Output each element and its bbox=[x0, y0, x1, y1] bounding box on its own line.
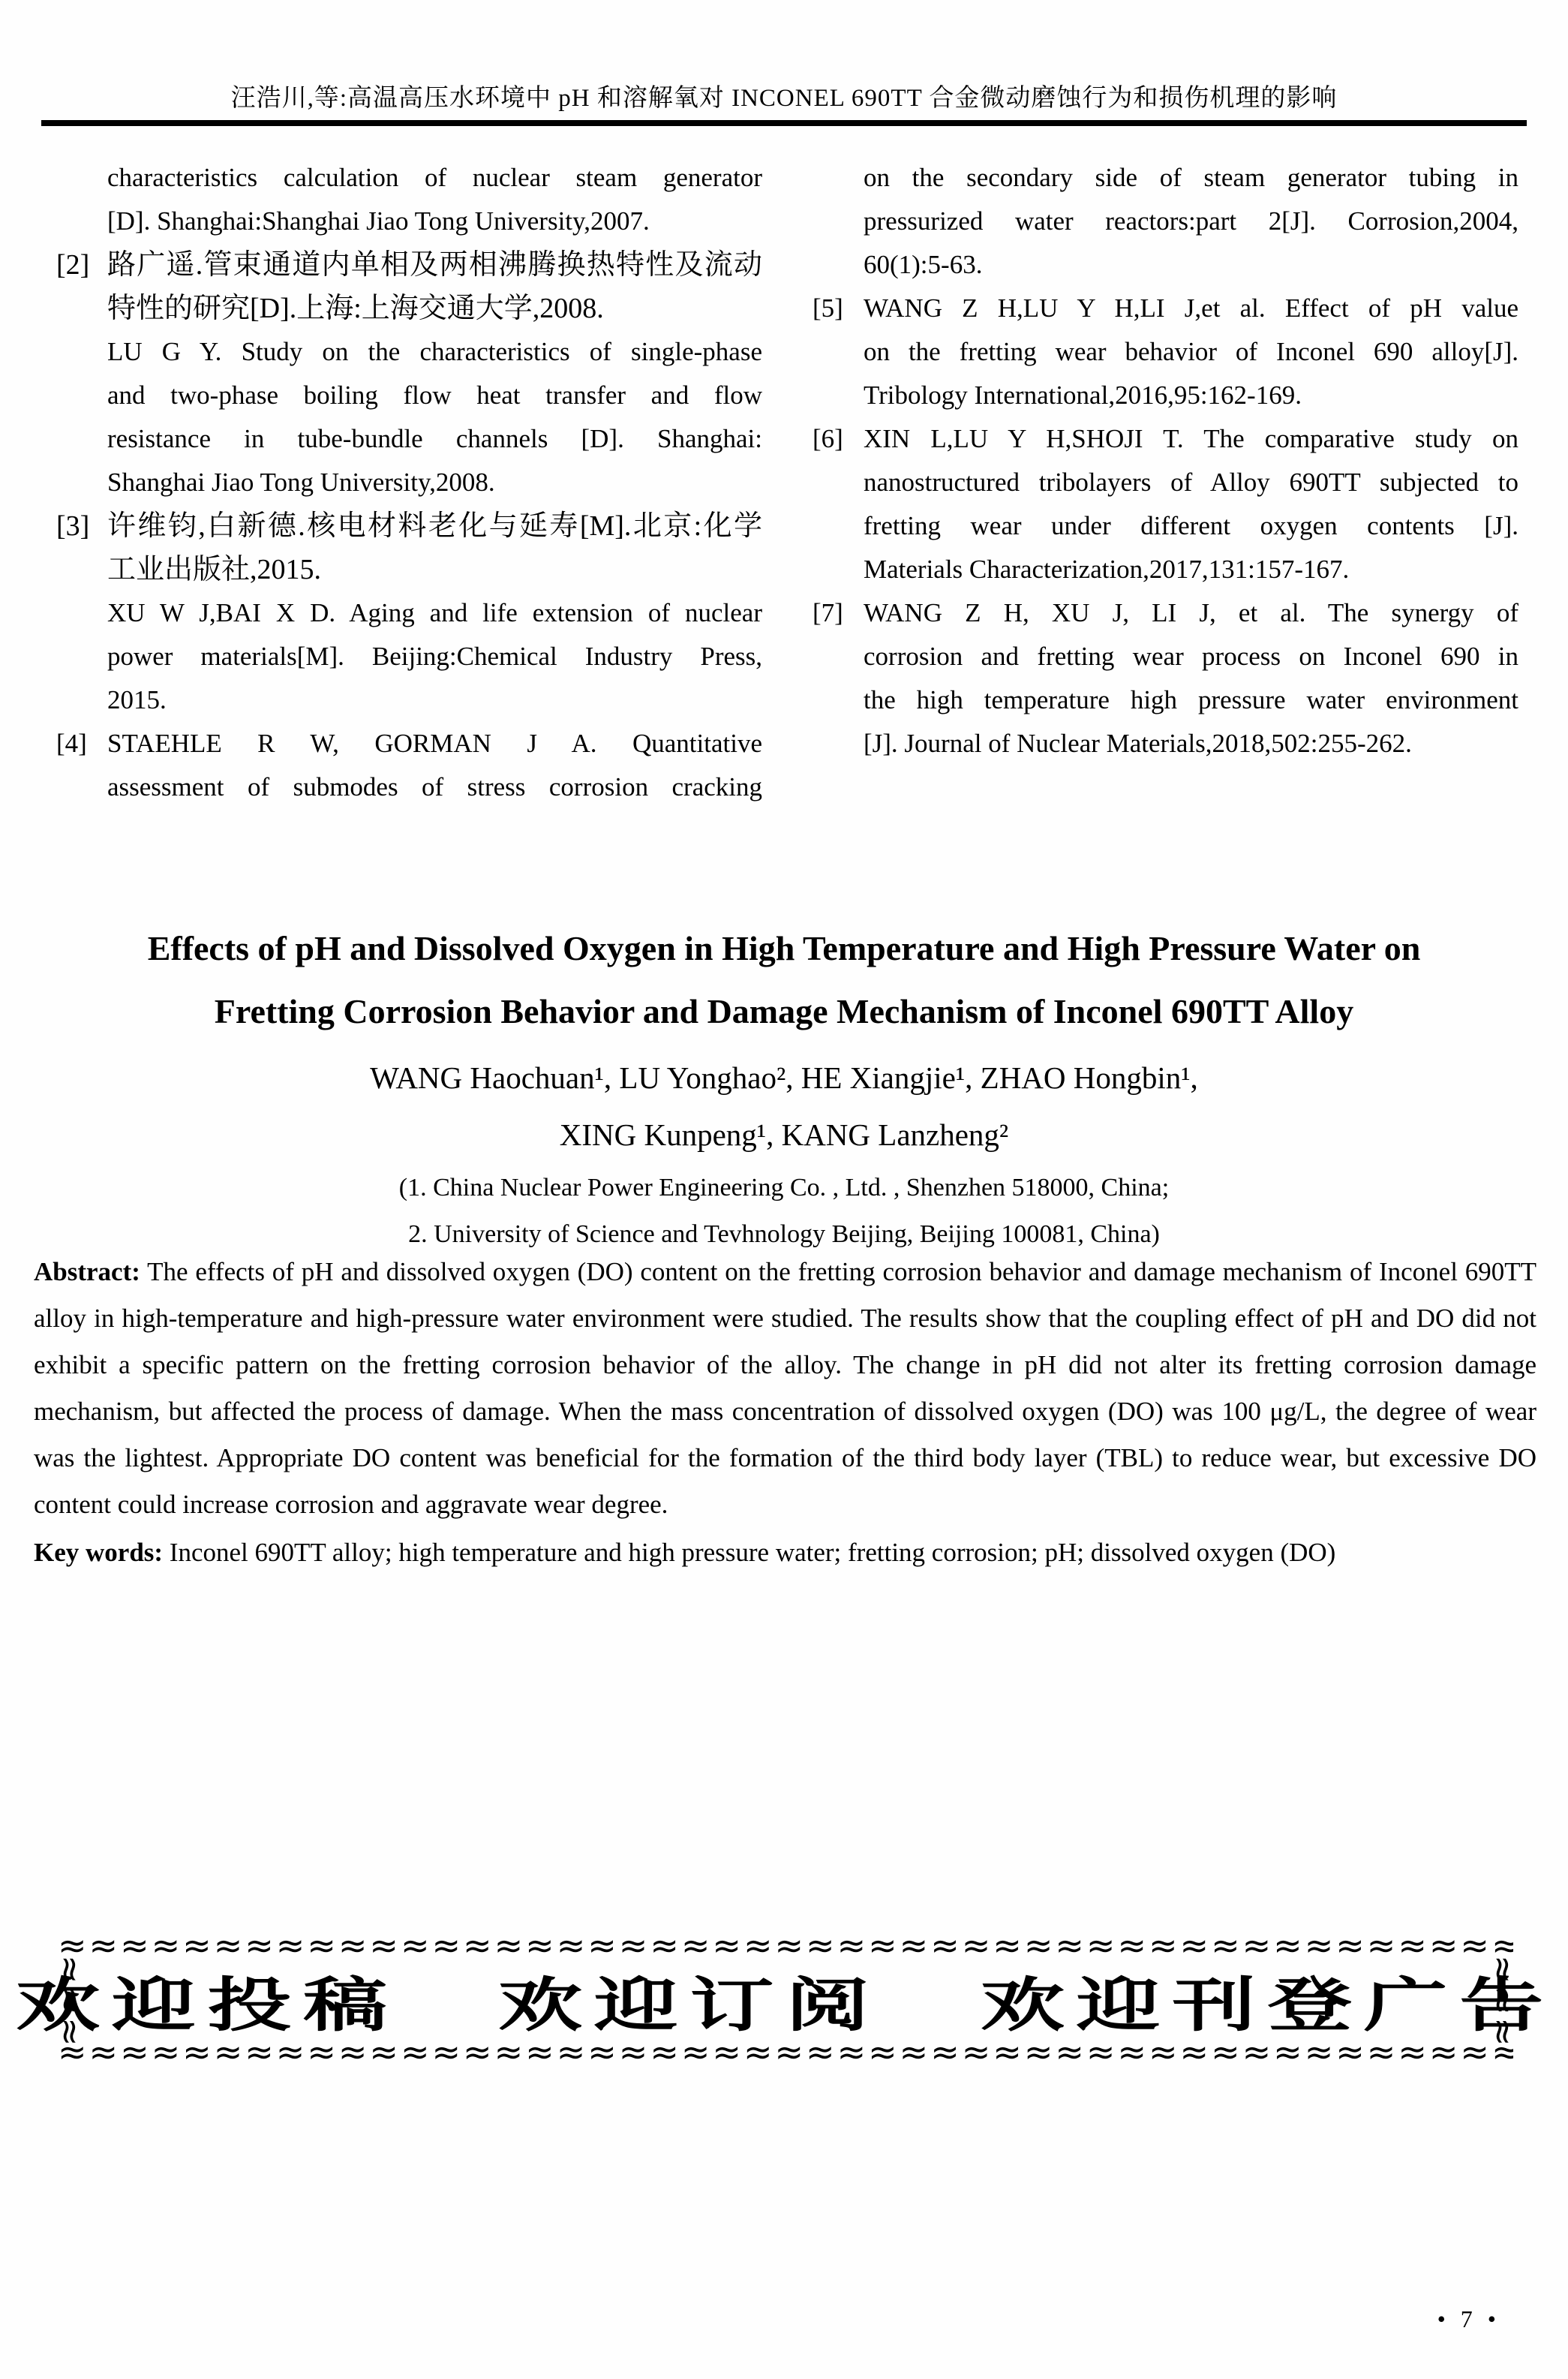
reference-text: assessment of submodes of stress corrosion cracking bbox=[107, 772, 762, 802]
authors bbox=[60, 1049, 1508, 1163]
references-section bbox=[56, 156, 1518, 809]
english-title bbox=[60, 917, 1508, 1043]
reference-text: and two-phase boiling flow heat transfer and flow bbox=[107, 380, 762, 410]
reference-number bbox=[56, 287, 107, 330]
reference-text: WANG Z H, XU J, LI J, et al. The synergy of bbox=[864, 598, 1518, 627]
reference-line bbox=[56, 548, 762, 591]
reference-line bbox=[813, 330, 1518, 374]
reference-line bbox=[56, 200, 762, 243]
reference-text: characteristics calculation of nuclear steam generator bbox=[107, 163, 762, 192]
reference-text: 路广遥.管束通道内单相及两相沸腾换热特性及流动 bbox=[107, 249, 762, 281]
abstract-paragraph bbox=[34, 1249, 1536, 1528]
affiliation-line1: (1. China Nuclear Power Engineering Co. , Ltd. , Shenzhen 518000, China; bbox=[398, 1174, 1170, 1202]
reference-number bbox=[813, 461, 864, 504]
reference-number bbox=[813, 243, 864, 287]
banner-phrase: 欢迎刊登广告 bbox=[980, 1973, 1555, 2038]
reference-line bbox=[813, 156, 1518, 200]
reference-line bbox=[813, 243, 1518, 287]
reference-text: [D]. Shanghai:Shanghai Jiao Tong University,2007. bbox=[107, 206, 650, 236]
reference-number bbox=[56, 591, 107, 635]
reference-text: STAEHLE R W, GORMAN J A. Quantitative bbox=[107, 729, 762, 758]
reference-line bbox=[813, 548, 1518, 591]
reference-number: [2] bbox=[56, 249, 90, 281]
reference-number: [7] bbox=[813, 598, 843, 627]
reference-text: resistance in tube-bundle channels [D]. Shanghai: bbox=[107, 424, 762, 453]
reference-text: power materials[M]. Beijing:Chemical Industry Press, bbox=[107, 642, 762, 671]
reference-text: 特性的研究[D].上海:上海交通大学,2008. bbox=[107, 293, 604, 324]
reference-text: pressurized water reactors:part 2[J]. Corrosion,2004, bbox=[864, 206, 1518, 236]
reference-text: 工业出版社,2015. bbox=[107, 554, 322, 585]
reference-number bbox=[813, 330, 864, 374]
banner-text bbox=[9, 1969, 1562, 2038]
references-left-column bbox=[56, 156, 762, 809]
reference-number bbox=[56, 374, 107, 417]
reference-number bbox=[56, 548, 107, 591]
affiliations bbox=[60, 1165, 1508, 1258]
references-right-column bbox=[813, 156, 1518, 809]
reference-line bbox=[56, 287, 762, 330]
reference-line bbox=[813, 287, 1518, 330]
reference-line bbox=[56, 722, 762, 765]
reference-line bbox=[56, 374, 762, 417]
affiliation-line2: 2. University of Science and Tevhnology Beijing, Beijing 100081, China) bbox=[408, 1220, 1160, 1248]
reference-line bbox=[813, 678, 1518, 722]
reference-line bbox=[56, 243, 762, 287]
reference-number bbox=[56, 200, 107, 243]
header-rule bbox=[41, 120, 1527, 126]
banner-border-top-decoration bbox=[58, 1932, 1513, 1961]
reference-text: the high temperature high pressure water environment bbox=[864, 685, 1518, 714]
reference-text: corrosion and fretting wear process on Inconel 690 in bbox=[864, 642, 1518, 671]
reference-number bbox=[56, 156, 107, 200]
reference-text: 许维钧,白新德.核电材料老化与延寿[M].北京:化学 bbox=[107, 510, 762, 542]
english-title-line1: Effects of pH and Dissolved Oxygen in High Temperature and High Pressure Water on bbox=[147, 929, 1421, 967]
page-number: • 7 • bbox=[1437, 2305, 1500, 2332]
reference-number bbox=[813, 200, 864, 243]
reference-line bbox=[56, 461, 762, 504]
english-title-line2: Fretting Corrosion Behavior and Damage Mechanism of Inconel 690TT Alloy bbox=[214, 992, 1354, 1030]
abstract-label: Abstract: bbox=[34, 1257, 140, 1286]
reference-text: [J]. Journal of Nuclear Materials,2018,502:255-262. bbox=[864, 729, 1412, 758]
reference-text: Shanghai Jiao Tong University,2008. bbox=[107, 468, 495, 497]
reference-text: XIN L,LU Y H,SHOJI T. The comparative study on bbox=[864, 424, 1518, 453]
reference-number bbox=[56, 461, 107, 504]
reference-line bbox=[56, 156, 762, 200]
abstract-text: The effects of pH and dissolved oxygen (DO) content on the fretting corrosion behavior and damage mechanism of Inconel 690TT alloy in high-temperature and high-pressure water environment were studied. The results show that the coupling effect of pH and DO did not exhibit a specific pattern on the fretting corrosion behavior of the alloy. The change in pH did not alter its fretting corrosion damage mechanism, but affected the process of damage. When the mass concentration of dissolved oxygen (DO) was 100 μg/L, the degree of wear was the lightest. Appropriate DO content was beneficial for the formation of the third body layer (TBL) to reduce wear, but excessive DO content could increase corrosion and aggravate wear degree. bbox=[34, 1257, 1536, 1519]
authors-line2: XING Kunpeng¹, KANG Lanzheng² bbox=[559, 1117, 1009, 1152]
reference-text: nanostructured tribolayers of Alloy 690TT subjected to bbox=[864, 468, 1518, 497]
reference-line bbox=[56, 635, 762, 678]
reference-number bbox=[813, 548, 864, 591]
reference-line bbox=[813, 200, 1518, 243]
abstract-keywords-block bbox=[34, 1249, 1536, 1576]
reference-text: LU G Y. Study on the characteristics of single-phase bbox=[107, 337, 762, 366]
reference-number bbox=[56, 765, 107, 809]
reference-line bbox=[813, 374, 1518, 417]
reference-number bbox=[56, 417, 107, 461]
reference-text: 60(1):5-63. bbox=[864, 250, 983, 279]
reference-text: Materials Characterization,2017,131:157-167. bbox=[864, 555, 1350, 584]
reference-line bbox=[56, 417, 762, 461]
reference-line bbox=[56, 591, 762, 635]
reference-line bbox=[813, 722, 1518, 765]
reference-line bbox=[56, 330, 762, 374]
authors-line1: WANG Haochuan¹, LU Yonghao², HE Xiangjie¹, ZHAO Hongbin¹, bbox=[370, 1060, 1198, 1095]
reference-text: 2015. bbox=[107, 685, 167, 714]
banner-phrase: 欢迎订阅 bbox=[497, 1973, 882, 2038]
reference-number bbox=[813, 374, 864, 417]
reference-number: [5] bbox=[813, 293, 843, 323]
reference-number bbox=[56, 635, 107, 678]
reference-line bbox=[813, 635, 1518, 678]
keywords-label: Key words: bbox=[34, 1538, 164, 1567]
reference-text: WANG Z H,LU Y H,LI J,et al. Effect of pH value bbox=[864, 293, 1518, 323]
reference-number: [3] bbox=[56, 510, 90, 542]
reference-text: fretting wear under different oxygen contents [J]. bbox=[864, 511, 1518, 540]
reference-number bbox=[813, 635, 864, 678]
reference-number bbox=[56, 330, 107, 374]
reference-number bbox=[813, 156, 864, 200]
reference-text: on the fretting wear behavior of Inconel 690 alloy[J]. bbox=[864, 337, 1518, 366]
keywords-text: Inconel 690TT alloy; high temperature and high pressure water; fretting corrosion; pH; dissolved oxygen (DO) bbox=[169, 1538, 1336, 1567]
reference-text: on the secondary side of steam generator tubing in bbox=[864, 163, 1518, 192]
reference-text: XU W J,BAI X D. Aging and life extension of nuclear bbox=[107, 598, 762, 627]
reference-line bbox=[813, 417, 1518, 461]
reference-line bbox=[56, 504, 762, 548]
reference-number bbox=[813, 678, 864, 722]
reference-number bbox=[813, 504, 864, 548]
reference-number bbox=[56, 678, 107, 722]
banner-phrase: 欢迎投稿 bbox=[16, 1973, 399, 2038]
promo-banner bbox=[16, 1932, 1555, 2068]
reference-number: [4] bbox=[56, 729, 87, 758]
reference-line bbox=[56, 765, 762, 809]
reference-line bbox=[56, 678, 762, 722]
reference-line bbox=[813, 591, 1518, 635]
keywords-paragraph bbox=[34, 1529, 1536, 1576]
reference-number: [6] bbox=[813, 424, 843, 453]
reference-number bbox=[813, 722, 864, 765]
running-header: 汪浩川,等:高温高压水环境中 pH 和溶解氧对 INCONEL 690TT 合金微动磨蚀行为和损伤机理的影响 bbox=[230, 85, 1338, 112]
banner-border-bottom-decoration bbox=[58, 2039, 1513, 2068]
reference-text: Tribology International,2016,95:162-169. bbox=[864, 380, 1302, 410]
reference-line bbox=[813, 504, 1518, 548]
reference-line bbox=[813, 461, 1518, 504]
